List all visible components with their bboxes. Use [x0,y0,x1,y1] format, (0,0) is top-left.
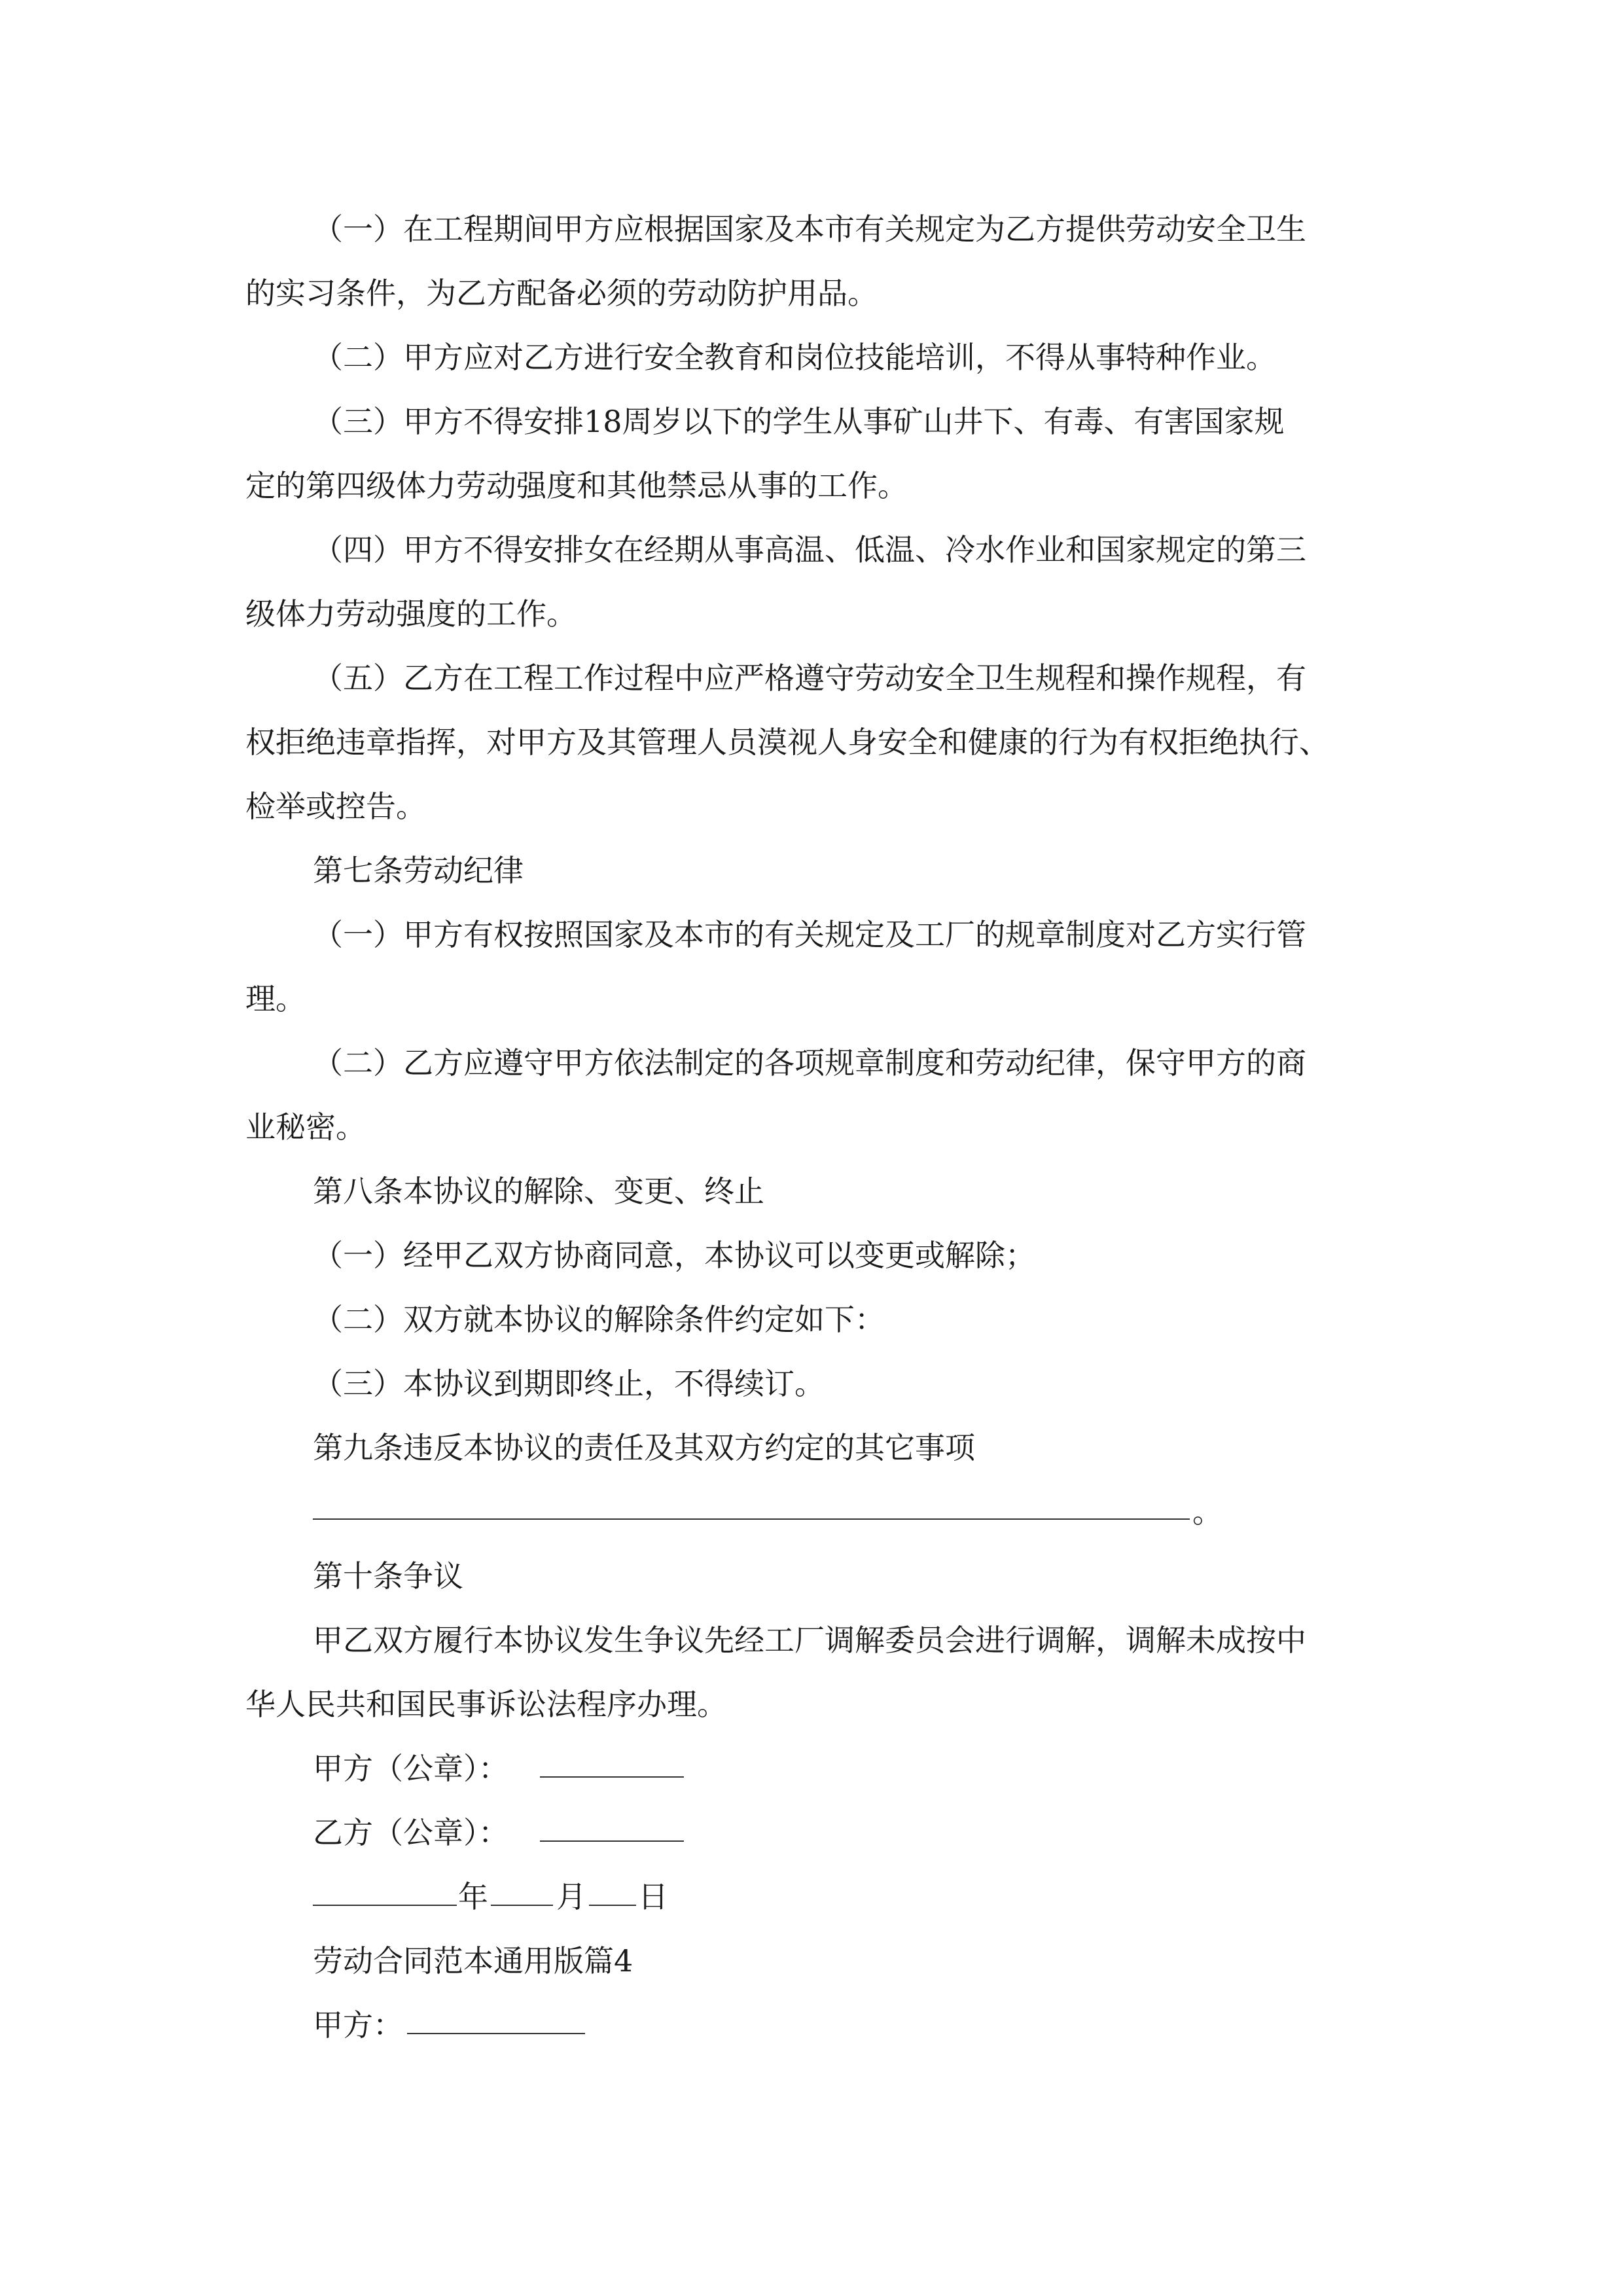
item-text: （五）乙方在工程工作过程中应严格遵守劳动安全卫生规程和操作规程，有 [313,660,1306,696]
text-line [0,787,1623,826]
item-text: 定的第四级体力劳动强度和其他禁忌从事的工作。 [245,468,908,503]
item-text: （一）甲方有权按照国家及本市的有关规定及工厂的规章制度对乙方实行管 [313,917,1306,952]
text-line [0,209,1623,249]
party-a-label: 甲方： [313,2007,403,2043]
text-line [0,2005,1623,2045]
section-title: 劳动合同范本通用版篇4 [313,1943,633,1979]
item-text: 级体力劳动强度的工作。 [245,596,577,632]
text-line [0,851,1623,890]
article-heading: 第十条争议 [313,1558,463,1594]
year-label: 年 [458,1879,488,1914]
text-line [0,338,1623,377]
text-line [0,1813,1623,1852]
text-line [0,1941,1623,1981]
item-text: （一）经甲乙双方协商同意，本协议可以变更或解除； [313,1238,1035,1273]
text-line [0,1043,1623,1083]
blank-end-punctuation: 。 [1192,1494,1222,1530]
text-line [0,723,1623,762]
text-line [0,594,1623,634]
item-text: 权拒绝违章指挥，对甲方及其管理人员漠视人身安全和健康的行为有权拒绝执行、 [245,725,1329,760]
text-line [0,466,1623,505]
item-text: （二）甲方应对乙方进行安全教育和岗位技能培训，不得从事特种作业。 [313,340,1276,375]
text-line [0,1685,1623,1724]
text-line [0,1300,1623,1339]
party-a-seal-label: 甲方（公章）： [313,1751,508,1786]
text-line [0,1107,1623,1147]
text-line [0,1492,1623,1532]
text-line [0,658,1623,698]
item-text: 业秘密。 [245,1109,366,1145]
day-label: 日 [638,1879,668,1914]
article-heading: 第九条违反本协议的责任及其双方约定的其它事项 [313,1430,975,1465]
text-line [0,274,1623,313]
item-text: 华人民共和国民事诉讼法程序办理。 [245,1687,727,1722]
item-text: （四）甲方不得安排女在经期从事高温、低温、冷水作业和国家规定的第三 [313,532,1306,567]
item-text: （二）双方就本协议的解除条件约定如下： [313,1302,885,1337]
text-line [0,402,1623,441]
text-line [0,1749,1623,1788]
article-heading: 第七条劳动纪律 [313,853,524,888]
item-text: （二）乙方应遵守甲方依法制定的各项规章制度和劳动纪律，保守甲方的商 [313,1045,1306,1081]
party-a-signature-blank [540,1776,684,1778]
text-line [0,1364,1623,1403]
date-line [0,1877,1623,1916]
item-text: （三）本协议到期即终止，不得续订。 [313,1366,825,1401]
month-label: 月 [556,1879,586,1914]
party-b-signature-blank [540,1840,684,1842]
party-b-seal-label: 乙方（公章）： [313,1815,508,1850]
text-line [0,1172,1623,1211]
article-heading: 第八条本协议的解除、变更、终止 [313,1174,764,1209]
item-text: 甲乙双方履行本协议发生争议先经工厂调解委员会进行调解，调解未成按中 [313,1623,1306,1658]
text-line [0,979,1623,1018]
item-text: 的实习条件，为乙方配备必须的劳动防护用品。 [245,276,878,311]
text-line [0,1556,1623,1596]
party-a-name-blank [407,2033,585,2034]
text-line [0,915,1623,954]
item-text: 理。 [245,981,306,1016]
text-line [0,1428,1623,1467]
text-line [0,530,1623,569]
text-line [0,1621,1623,1660]
item-text: （三）甲方不得安排18周岁以下的学生从事矿山井下、有毒、有害国家规 [313,404,1285,439]
item-text: 检举或控告。 [245,789,426,824]
text-line [0,1236,1623,1275]
item-text: （一）在工程期间甲方应根据国家及本市有关规定为乙方提供劳动安全卫生 [313,211,1306,247]
